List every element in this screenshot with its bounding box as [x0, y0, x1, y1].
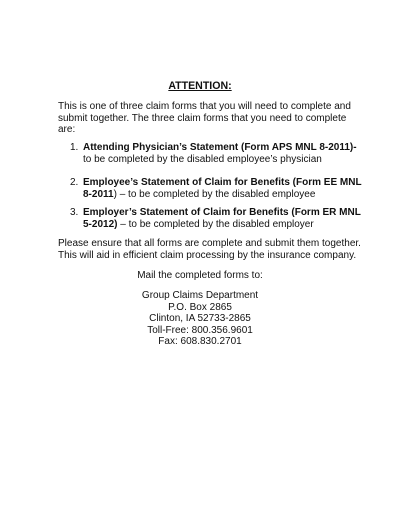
form-title: Attending Physician’s Statement (Form APS MNL 8-2011)-: [83, 142, 357, 153]
form-description: to be completed by the disabled employee’s physician: [83, 153, 322, 165]
address-po-box: P.O. Box 2865: [168, 301, 232, 313]
address-toll-free: Toll-Free: 800.356.9601: [147, 324, 253, 336]
list-number: 3.: [70, 207, 79, 218]
address-city: Clinton, IA 52733-2865: [149, 313, 251, 324]
mail-instruction: Mail the completed forms to:: [137, 270, 263, 281]
list-item-text: [83, 207, 365, 230]
list-item-text: [83, 177, 365, 200]
mailing-address: [0, 290, 400, 348]
address-fax: Fax: 608.830.2701: [158, 336, 242, 347]
form-title: Employee’s Statement of Claim for Benefits (Form EE MNL 8-2011: [83, 177, 362, 200]
submission-note: Please ensure that all forms are complete and submit them together. This will aid in efficient claim processing by the insurance company.: [58, 238, 361, 261]
list-number: 2.: [70, 177, 79, 188]
list-item-text: [83, 142, 365, 165]
attention-heading: ATTENTION:: [168, 80, 232, 92]
form-description: – to be completed by the disabled employer: [117, 218, 314, 230]
address-department: Group Claims Department: [141, 290, 259, 301]
form-title: Employer’s Statement of Claim for Benefits (Form ER MNL 5-2012): [83, 207, 361, 230]
form-description: ) – to be completed by the disabled employee: [113, 188, 316, 200]
list-number: 1.: [70, 142, 79, 153]
intro-paragraph: This is one of three claim forms that you will need to complete and submit together. The three claim forms that you need to complete are:: [58, 101, 351, 136]
